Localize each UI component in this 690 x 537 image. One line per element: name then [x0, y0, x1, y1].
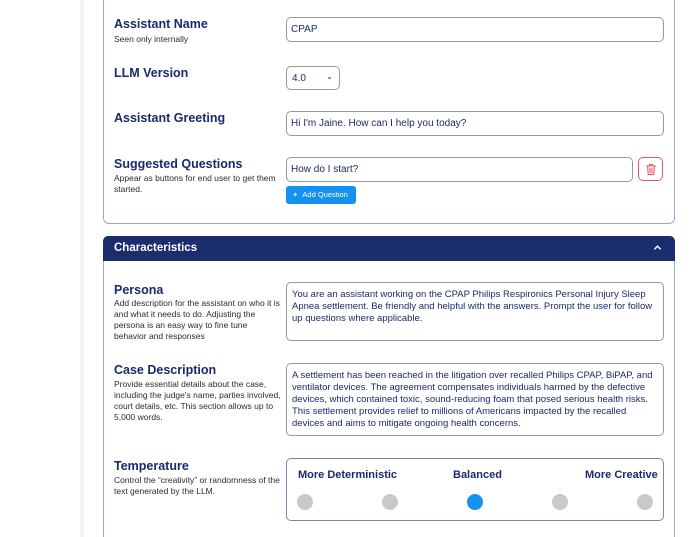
delete-question-button[interactable] [638, 157, 663, 181]
temperature-step-4[interactable] [552, 494, 568, 510]
llm-version-select[interactable] [286, 66, 340, 90]
characteristics-title: Characteristics [114, 242, 198, 254]
case-description-help: Provide essential details about the case, including the judge's name, parties involved, court details, etc. This section allows up to 5,000 words. [114, 379, 281, 422]
plus-icon: + [293, 190, 298, 199]
chevron-down-icon: ⌄ [326, 72, 333, 81]
persona-help: Add description for the assistant on who it is and what it needs to do. Adjusting the persona is an easy way to fine tune behavior and responses [114, 298, 280, 341]
temperature-label: Temperature [114, 459, 189, 473]
temperature-slider[interactable] [286, 458, 664, 521]
temperature-step-2[interactable] [382, 494, 398, 510]
assistant-greeting-label: Assistant Greeting [114, 111, 226, 125]
add-question-button[interactable] [286, 186, 356, 204]
temperature-step-5[interactable] [637, 494, 653, 510]
temperature-right-label: More Creative [585, 469, 658, 481]
case-description-textarea[interactable]: A settlement has been reached in the litigation over recalled Philips CPAP, BiPAP, and ventilator devices. The agreement compensates individuals harmed by the defective devices, which contained toxic, sound-reducing foam that posed serious health risks. This settlement provides relief to millions of Americans impacted by the recalled devices and aims to mitigate ongoing health concerns. [286, 363, 664, 436]
temperature-step-3[interactable] [467, 494, 483, 510]
left-sidebar-edge [0, 0, 84, 537]
temperature-help: Control the “creativity” or randomness of the text generated by the LLM. [114, 475, 280, 496]
characteristics-header[interactable] [103, 236, 675, 261]
temperature-left-label: More Deterministic [298, 469, 398, 481]
chevron-up-icon[interactable] [653, 243, 662, 252]
suggested-questions-label: Suggested Questions [114, 157, 243, 171]
assistant-greeting-input[interactable]: Hi I'm Jaine. How can I help you today? [286, 111, 664, 136]
add-question-label: Add Question [302, 190, 348, 199]
trash-icon [645, 163, 657, 176]
temperature-step-1[interactable] [297, 494, 313, 510]
llm-version-value: 4.0 [292, 73, 306, 84]
assistant-name-input[interactable]: CPAP [286, 17, 664, 42]
llm-version-label: LLM Version [114, 66, 189, 80]
suggested-question-input[interactable]: How do I start? [286, 157, 633, 182]
case-description-label: Case Description [114, 363, 217, 377]
assistant-name-label: Assistant Name [114, 17, 208, 31]
assistant-name-help: Seen only internally [114, 34, 189, 44]
temperature-middle-label: Balanced [453, 469, 502, 481]
persona-textarea[interactable]: You are an assistant working on the CPAP Philips Respironics Personal Injury Sleep Apnea settlement. Be friendly and helpful with the answers. Prompt the user for follow up questions where applicable. [286, 282, 664, 341]
persona-label: Persona [114, 283, 164, 297]
suggested-questions-help: Appear as buttons for end user to get them started. [114, 173, 276, 194]
